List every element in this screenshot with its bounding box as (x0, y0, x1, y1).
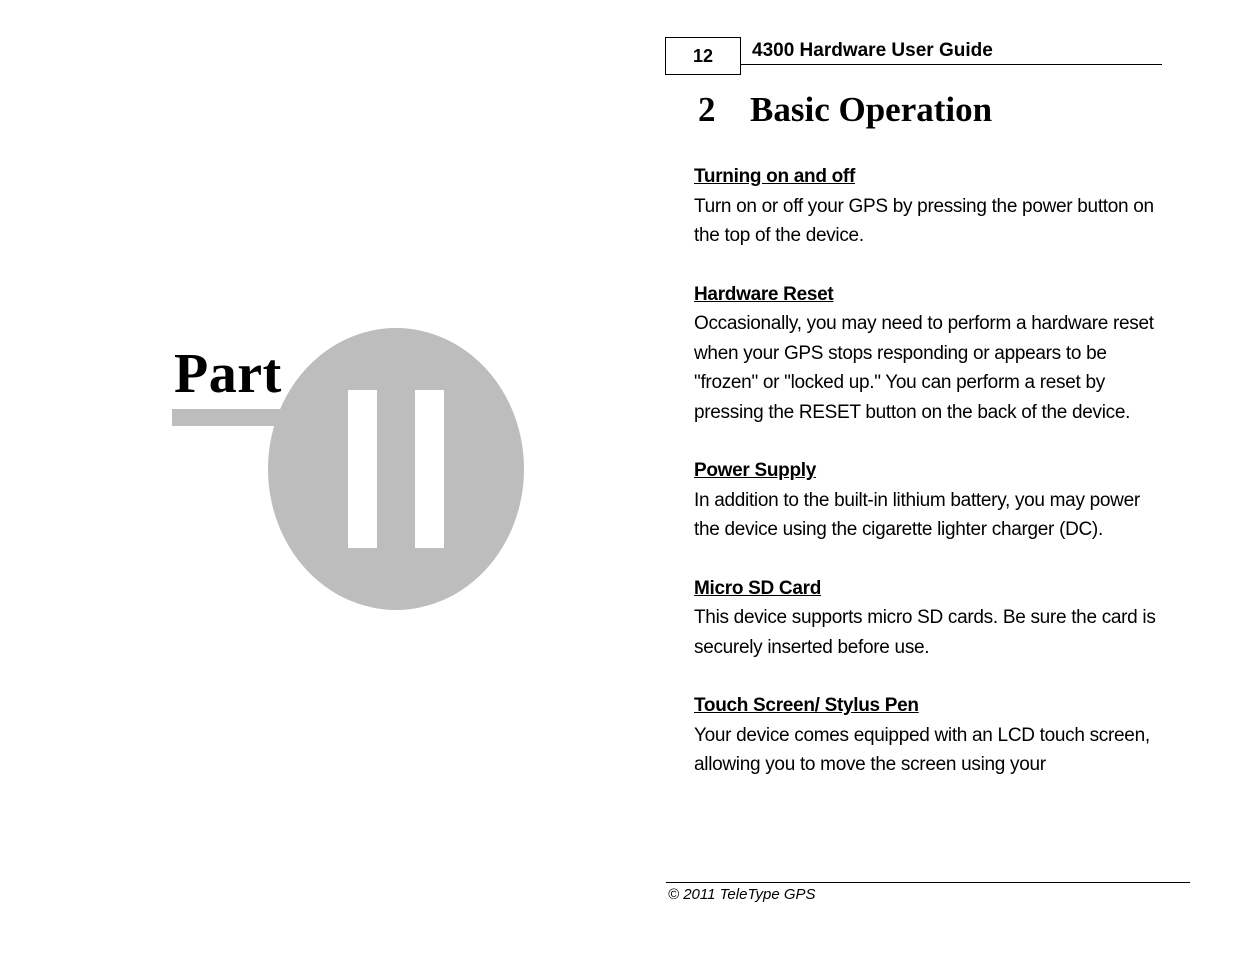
numeral-stroke (415, 390, 444, 548)
roman-numeral-two-graphic (268, 328, 524, 610)
section-heading: Micro SD Card (694, 577, 822, 599)
footer-copyright: © 2011 TeleType GPS (668, 886, 816, 903)
section-heading: Turning on and off (694, 166, 855, 187)
section-body: In addition to the built-in lithium battery, you may power the device using the cigarette lighter charger (DC). (694, 489, 1140, 540)
chapter-heading (698, 90, 992, 130)
part-label: Part (174, 343, 282, 405)
chapter-content (694, 162, 1164, 809)
section-body: This device supports micro SD cards. Be sure the card is securely inserted before use. (694, 607, 1156, 658)
section-body: Occasionally, you may need to perform a hardware reset when your GPS stops responding or appears to be "frozen" or "locked up." You can perform a reset by pressing the RESET button on the back of the device. (694, 313, 1154, 423)
footer-rule (666, 882, 1190, 883)
section-heading: Power Supply (694, 460, 817, 481)
section-hardware-reset (694, 280, 1164, 428)
section-power-supply (694, 456, 1164, 545)
page-number: 12 (665, 37, 741, 75)
running-header-title: 4300 Hardware User Guide (752, 40, 993, 61)
section-touch-screen (694, 691, 1164, 780)
chapter-title: Basic Operation (750, 90, 993, 129)
section-body: Turn on or off your GPS by pressing the power button on the top of the device. (694, 195, 1154, 246)
section-heading: Hardware Reset (694, 283, 834, 305)
section-micro-sd-card (694, 574, 1164, 663)
section-heading: Touch Screen/ Stylus Pen (694, 695, 919, 716)
section-body: Your device comes equipped with an LCD touch screen, allowing you to move the screen using your (694, 724, 1150, 775)
numeral-stroke (348, 390, 377, 548)
header-rule (741, 64, 1162, 65)
section-turning-on-off (694, 162, 1164, 251)
chapter-number: 2 (698, 90, 716, 129)
